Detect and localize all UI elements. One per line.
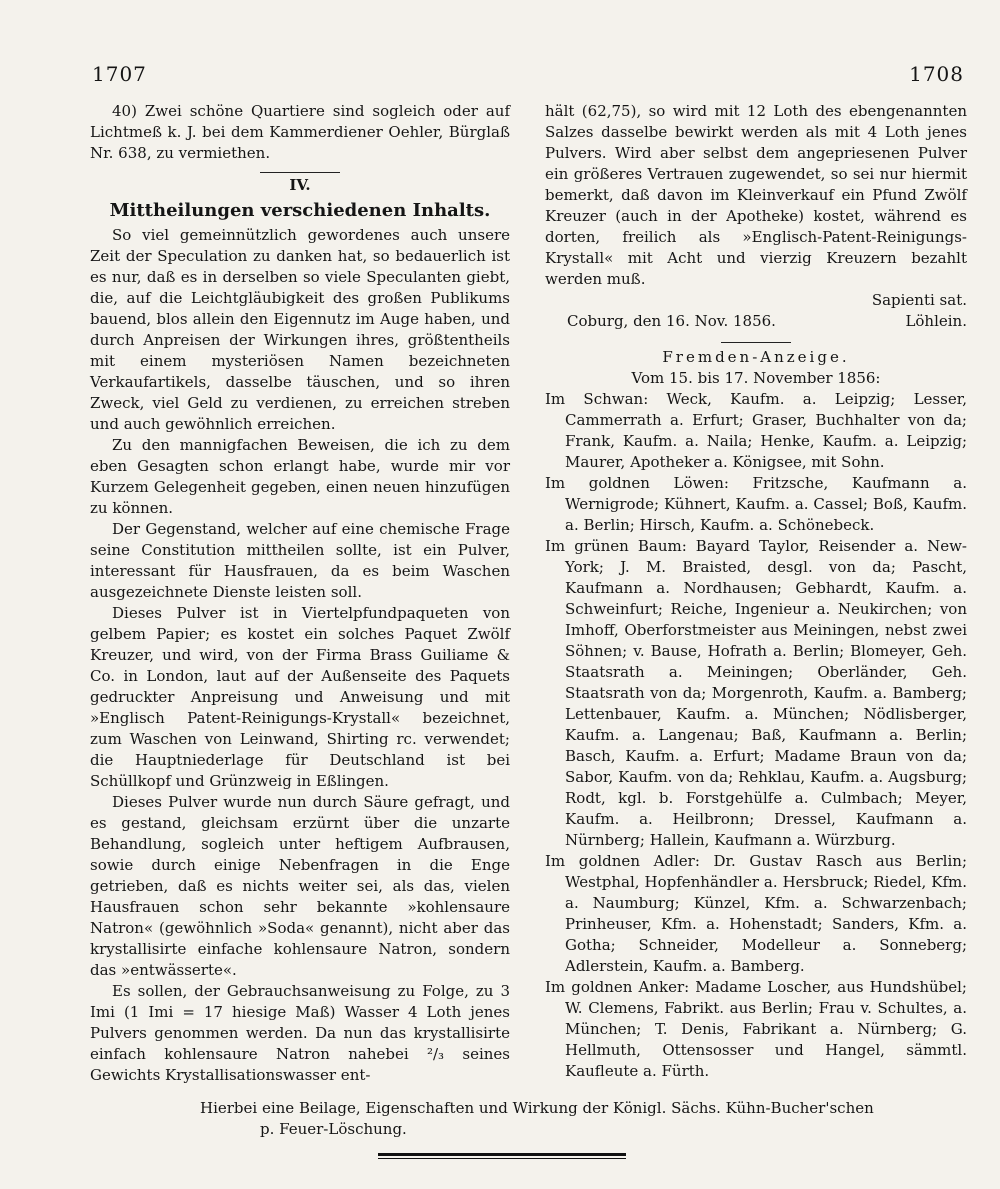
section-number: IV. bbox=[289, 176, 311, 194]
paragraph: Es sollen, der Gebrauchsanweisung zu Folge, zu 3 Imi (1 Imi = 17 hiesige Maß) Wasser 4 Loth jenes Pulvers genommen werden. Da nun das krystallisirte einfach kohlensaure Natron nahebei ²/₃ seines Gewichts Krystallisationswasser ent- bbox=[90, 982, 510, 1084]
paragraph: So viel gemeinnützlich gewordenes auch unsere Zeit der Speculation zu danken hat, so bedauerlich ist es nur, daß es in derselben so viele Speculanten giebt, die, auf die Leichtgläubigkeit des großen Publikums bauend, blos allein den Eigennutz im Auge haben, und durch Anpreisen der Wirkungen ihres, größtentheils mit einem mysteriösen Namen bezeichneten Verkaufartikels, dasselbe täuschen, und so ihren Zweck, viel Geld zu verdienen, zu erreichen streben und auch gewöhnlich erreichen. bbox=[90, 226, 510, 433]
place-date: Coburg, den 16. Nov. 1856. bbox=[567, 312, 776, 330]
paragraph: Dieses Pulver ist in Viertelpfundpaqueten von gelbem Papier; es kostet ein solches Paquet Zwölf Kreuzer, und wird, von der Firma Brass Guiliame & Co. in London, laut auf der Außenseite des Paquets gedruckter Anpreisung und Anweisung und mit »Englisch Patent-Reinigungs-Krystall« bezeichnet, zum Waschen von Leinwand, Shirting rc. verwendet; die Hauptniederlage für Deutschland ist bei Schüllkopf und Grünzweig in Eßlingen. bbox=[90, 604, 510, 790]
bottom-rule bbox=[378, 1153, 626, 1156]
hotel-entry: Im goldnen Löwen: Fritzsche, Kaufmann a. Wernigrode; Kühnert, Kaufm. a. Cassel; Boß, Kaufm. a. Berlin; Hirsch, Kaufm. a. Schönebeck. bbox=[545, 474, 967, 534]
date-range: Vom 15. bis 17. November 1856: bbox=[631, 369, 881, 387]
separator-rule bbox=[721, 342, 791, 343]
section-title: Mittheilungen verschiedenen Inhalts. bbox=[109, 200, 491, 221]
announcement-title: Fremden-Anzeige. bbox=[662, 348, 850, 366]
paragraph-continuation: hält (62,75), so wird mit 12 Loth des ebengenannten Salzes dasselbe bewirkt werden als mit 4 Loth jenes Pulvers. Wird aber selbst dem angepriesenen Pulver ein größeres Vertrauen zugewendet, so sei nur hiermit bemerkt, daß davon im Kleinverkauf ein Pfund Zwölf Kreuzer (auch in der Apotheke) kostet, während es dorten, freilich als »Englisch-Patent-Reinigungs-Krystall« mit Acht und vierzig Kreuzern bezahlt werden muß. bbox=[545, 102, 967, 288]
page-number-left: 1707 bbox=[92, 62, 147, 86]
right-column bbox=[545, 101, 967, 1082]
signature-line bbox=[545, 311, 967, 332]
paragraph: Der Gegenstand, welcher auf eine chemische Frage seine Constitution mittheilen sollte, ist ein Pulver, interessant für Hausfrauen, da es beim Waschen ausgezeichnete Dienste leisten soll. bbox=[90, 520, 510, 601]
paragraph: Zu den mannigfachen Beweisen, die ich zu dem eben Gesagten schon erlangt habe, wurde mir vor Kurzem Gelegenheit gegeben, einen neuen hinzufügen zu können. bbox=[90, 436, 510, 517]
left-column bbox=[90, 101, 510, 1086]
hotel-entry: Im goldnen Anker: Madame Loscher, aus Hundshübel; W. Clemens, Fabrikt. aus Berlin; Frau v. Schultes, a. München; T. Denis, Fabrikant a. Nürnberg; G. Hellmuth, Ottensosser und Hangel, sämmtl. Kaufleute a. Fürth. bbox=[545, 978, 967, 1080]
hotel-entry: Im grünen Baum: Bayard Taylor, Reisender a. New-York; J. M. Braisted, desgl. von da; Pascht, Kaufmann a. Nordhausen; Gebhardt, Kaufm. a. Schweinfurt; Reiche, Ingenieur a. Neukirchen; von Imhoff, Oberforstmeister aus Meiningen, nebst zwei Söhnen; v. Bause, Hofrath a. Berlin; Blomeyer, Geh. Staatsrath a. Meiningen; Oberländer, Geh. Staatsrath von da; Morgenroth, Kaufm. a. Bamberg; Lettenbauer, Kaufm. a. München; Nödlisberger, Kaufm. a. Langenau; Baß, Kaufmann a. Berlin; Basch, Kaufm. a. Erfurt; Madame Braun von da; Sabor, Kaufm. von da; Rehklau, Kaufm. a. Augsburg; Rodt, kgl. b. Forstgehülfe a. Culmbach; Meyer, Kaufm. a. Heilbronn; Dressel, Kaufmann a. Nürnberg; Hallein, Kaufmann a. Würzburg. bbox=[545, 537, 967, 849]
footer-line-2: p. Feuer-Löschung. bbox=[260, 1120, 407, 1138]
paragraph: Dieses Pulver wurde nun durch Säure gefragt, und es gestand, gleichsam erzürnt über die unzarte Behandlung, sogleich unter heftigem Aufbrausen, sowie durch einige Nebenfragen in die Enge getrieben, daß es nichts weiter sei, als das, vielen Hausfrauen schon sehr bekannte »kohlensaure Natron« (gewöhnlich »Soda« genannt), nicht aber das krystallisirte einfache kohlensaure Natron, sondern das »entwässerte«. bbox=[90, 793, 510, 979]
page-number-right: 1708 bbox=[909, 62, 964, 86]
footer-note bbox=[200, 1098, 970, 1140]
signature: Löhlein. bbox=[905, 312, 967, 330]
footer-line-1: Hierbei eine Beilage, Eigenschaften und Wirkung der Königl. Sächs. Kühn-Bucher'schen bbox=[200, 1099, 874, 1117]
hotel-entry: Im goldnen Adler: Dr. Gustav Rasch aus Berlin; Westphal, Hopfenhändler a. Hersbruck; Riedel, Kfm. a. Naumburg; Künzel, Kfm. a. Schwarzenbach; Prinheuser, Kfm. a. Hohenstadt; Sanders, Kfm. a. Gotha; Schneider, Modelleur a. Sonneberg; Adlerstein, Kaufm. a. Bamberg. bbox=[545, 852, 967, 975]
bottom-rule-thin bbox=[378, 1158, 626, 1159]
sapienti-sat: Sapienti sat. bbox=[871, 291, 967, 309]
hotel-entry: Im Schwan: Weck, Kaufm. a. Leipzig; Lesser, Cammerrath a. Erfurt; Graser, Buchhalter von da; Frank, Kaufm. a. Naila; Henke, Kaufm. a. Leipzig; Maurer, Apotheker a. Königsee, mit Sohn. bbox=[545, 390, 967, 471]
separator-rule bbox=[260, 172, 340, 173]
advertisement-40: 40) Zwei schöne Quartiere sind sogleich oder auf Lichtmeß k. J. bei dem Kammerdiener Oehler, Bürglaß Nr. 638, zu vermiethen. bbox=[90, 102, 510, 162]
